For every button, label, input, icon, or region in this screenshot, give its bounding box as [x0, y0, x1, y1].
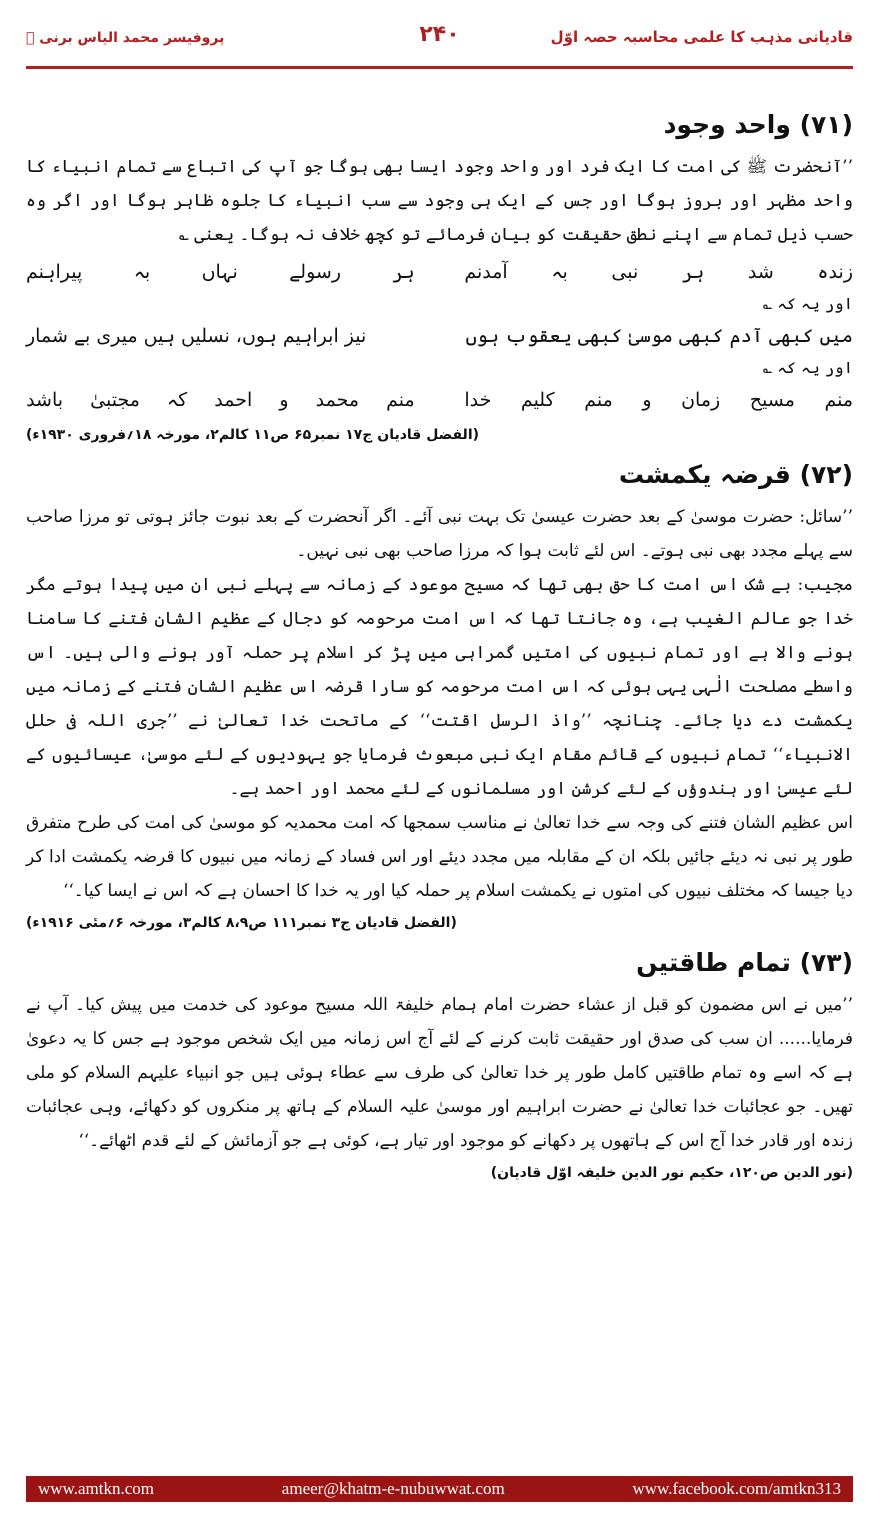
book-title: قادیانی مذہب کا علمی محاسبہ حصہ اوّل — [550, 28, 853, 46]
verse-hemistich — [26, 380, 415, 420]
section-72 — [26, 450, 853, 938]
paragraph: ’’سائل: حضرت موسیٰ کے بعد حضرت عیسیٰ تک بہت نبی آئے۔ اگر آنحضرت کے بعد نبوت جائز ہوتی تو مرزا صاحب سے پہلے مجدد بھی نبی ہوتے۔ اس لئے ثابت ہوا کہ مرزا صاحب بھی نبی نہیں۔ — [26, 507, 853, 561]
page-body — [26, 100, 853, 1188]
verse-hemistich: نیز ابراہیم ہوں، نسلیں ہیں میری بے شمار — [26, 325, 367, 347]
verse-word: و — [642, 389, 652, 411]
verse-word: نہاں — [201, 261, 238, 283]
verse-word: باشد — [26, 389, 64, 411]
verse-word: و — [279, 389, 289, 411]
page-footer — [26, 1476, 853, 1502]
verse-line — [26, 316, 853, 356]
verse-hemistich — [26, 252, 415, 292]
verse-word: مسیح — [749, 389, 795, 411]
verse-word: رسولے — [289, 261, 341, 283]
section-heading: (۷۲) قرضہ یکمشت — [618, 460, 853, 489]
verse-word: ہر — [392, 261, 415, 283]
facebook-link[interactable]: www.facebook.com/amtkn313 — [632, 1479, 841, 1498]
paragraph: ’’آنحضرت ﷺ کی امت کا ایک فرد اور واحد وجود ایسا بھی ہوگا جو آپ کی اتباع سے تمام انبیاء کا واحد مظہر اور بروز ہوگا اور جس کے ایک ہی وجود سے سب انبیاء کا جلوہ ظاہر ہوگا اور اگر وہ حسب ذیل تمام سے اپنے نطق حقیقت کو بیان فرمائے تو کچھ خلاف نہ ہوگا۔ یعنی ؎ — [26, 157, 853, 245]
verse-word: زندہ — [817, 261, 853, 283]
paragraph: اس عظیم الشان فتنے کی وجہ سے خدا تعالیٰ نے مناسب سمجھا کہ امت محمدیہ کو موسیٰ کی امت کی طرح متفرق طور پر نبی نہ دیئے جائیں بلکہ ان کے مقابلہ میں مجدد دیئے اور اس فساد کے زمانہ میں نبیوں کا قرضہ یکمشت ادا کر دیا جیسا کہ مختلف نبیوں کی امتوں نے یکمشت اسلام پر حملہ کیا اور یہ خدا کا احسان ہے کہ اس نے ایسا کیا۔‘‘ — [26, 813, 853, 901]
paragraph: مجیب: بے شک اس امت کا حق بھی تھا کہ مسیح موعود کے زمانہ سے پہلے نبی ان میں پیدا ہوتے مگر خدا جو عالم الغیب ہے، وہ جانتا تھا کہ اس امت مرحومہ کو دجال کے عظیم الشان فتنے کا سامنا ہونے والا ہے اور تمام نبیوں کی امتیں گمراہی میں پڑ کر اسلام پر حملہ آور ہونے والی ہیں۔ اس واسطے مصلحت الٰہی یہی ہوئی کہ اس امت مرحومہ کو سارا قرضہ اس عظیم الشان فتنے کے زمانہ میں یکمشت دے دیا جائے۔ چنانچہ ’’واذ الرسل اقتت‘‘ کے ماتحت خدا تعالیٰ نے ’’جری اللہ فی حلل الانبیاء‘‘ تمام نبیوں کے قائم مقام ایک نبی مبعوث فرمایا جو یہودیوں کے لئے موسیٰ، عیسائیوں کے لئے عیسیٰ اور ہندوؤں کے لئے کرشن اور مسلمانوں کے لئے محمد اور احمد ہے۔ — [26, 575, 853, 799]
verse-hemistich: میں کبھی آدم کبھی موسیٰ کبھی یعقوب ہوں — [465, 325, 853, 347]
verse-note: اور یہ کہ ؎ — [762, 294, 853, 313]
verse-line — [26, 252, 853, 292]
verse-line — [26, 380, 853, 420]
verse-word: پیراہنم — [26, 261, 83, 283]
page-header — [26, 22, 853, 69]
verse-word: منم — [824, 389, 853, 411]
section-heading: (۷۱) واحد وجود — [663, 110, 853, 139]
section-71 — [26, 100, 853, 450]
verse-note: اور یہ کہ ؎ — [762, 358, 853, 377]
verse-word: آمدنم — [464, 261, 508, 283]
website-link[interactable]: www.amtkn.com — [38, 1479, 154, 1498]
section-73 — [26, 938, 853, 1188]
verse-hemistich — [464, 252, 853, 292]
verse-word: ہر — [681, 261, 705, 283]
verse-word: کہ — [166, 389, 188, 411]
paragraph: ’’میں نے اس مضمون کو قبل از عشاء حضرت امام ہمام خلیفۃ اللہ مسیح موعود کی خدمت میں پیش کیا۔ آپ نے فرمایا...... ان سب کی صدق اور حقیقت ثابت کرنے کے لئے آج اس زمانہ میں ایک شخص موجود ہے جس کا یہ دعویٰ ہے کہ اسے وہ تمام طاقتیں کامل طور پر خدا تعالیٰ کی طرف سے عطاء ہوئی ہیں جو انبیاء علیہم السلام کو ملی تھیں۔ جو عجائبات خدا تعالیٰ نے حضرت ابراہیم اور موسیٰ علیہ السلام کے ہاتھ پر منکروں کو دکھائے، وہی عجائبات زندہ اور قادر خدا آج اس کے ہاتھوں پر دکھانے کو موجود اور تیار ہے، کوئی ہے جو آزمائش کے لئے قدم اٹھائے۔‘‘ — [26, 995, 853, 1151]
verse-word: منم — [386, 389, 415, 411]
verse-word: بہ — [551, 261, 568, 283]
verse-word: بہ — [133, 261, 151, 283]
email-link[interactable]: ameer@khatm-e-nubuwwat.com — [281, 1479, 505, 1498]
page-number: ۲۴۰ — [419, 22, 460, 47]
citation: (الفضل قادیان ج۳ نمبر۱۱۱ ص۸،۹ کالم۳، مورخہ ۶؍مئی ۱۹۱۶ء) — [26, 915, 457, 931]
verse-word: محمد — [315, 389, 360, 411]
author-name: پروفیسر محمد الیاس برنی ﷫ — [26, 30, 225, 46]
verse-word: مجتبیٰ — [90, 389, 140, 411]
section-heading: (۷۳) تمام طاقتیں — [636, 948, 853, 977]
verse-word: احمد — [214, 389, 253, 411]
verse-hemistich — [464, 380, 853, 420]
verse-word: خدا — [464, 389, 492, 411]
citation: (نور الدین ص۱۲۰، حکیم نور الدین خلیفہ اوّل قادیان) — [490, 1165, 853, 1181]
verse-word: منم — [584, 389, 613, 411]
citation: (الفضل قادیان ج۱۷ نمبر۶۵ ص۱۱ کالم۲، مورخہ ۱۸؍فروری ۱۹۳۰ء) — [26, 427, 480, 443]
verse-word: نبی — [611, 261, 639, 283]
verse-word: زمان — [681, 389, 721, 411]
verse-word: کلیم — [520, 389, 555, 411]
verse-word: شد — [747, 261, 774, 283]
